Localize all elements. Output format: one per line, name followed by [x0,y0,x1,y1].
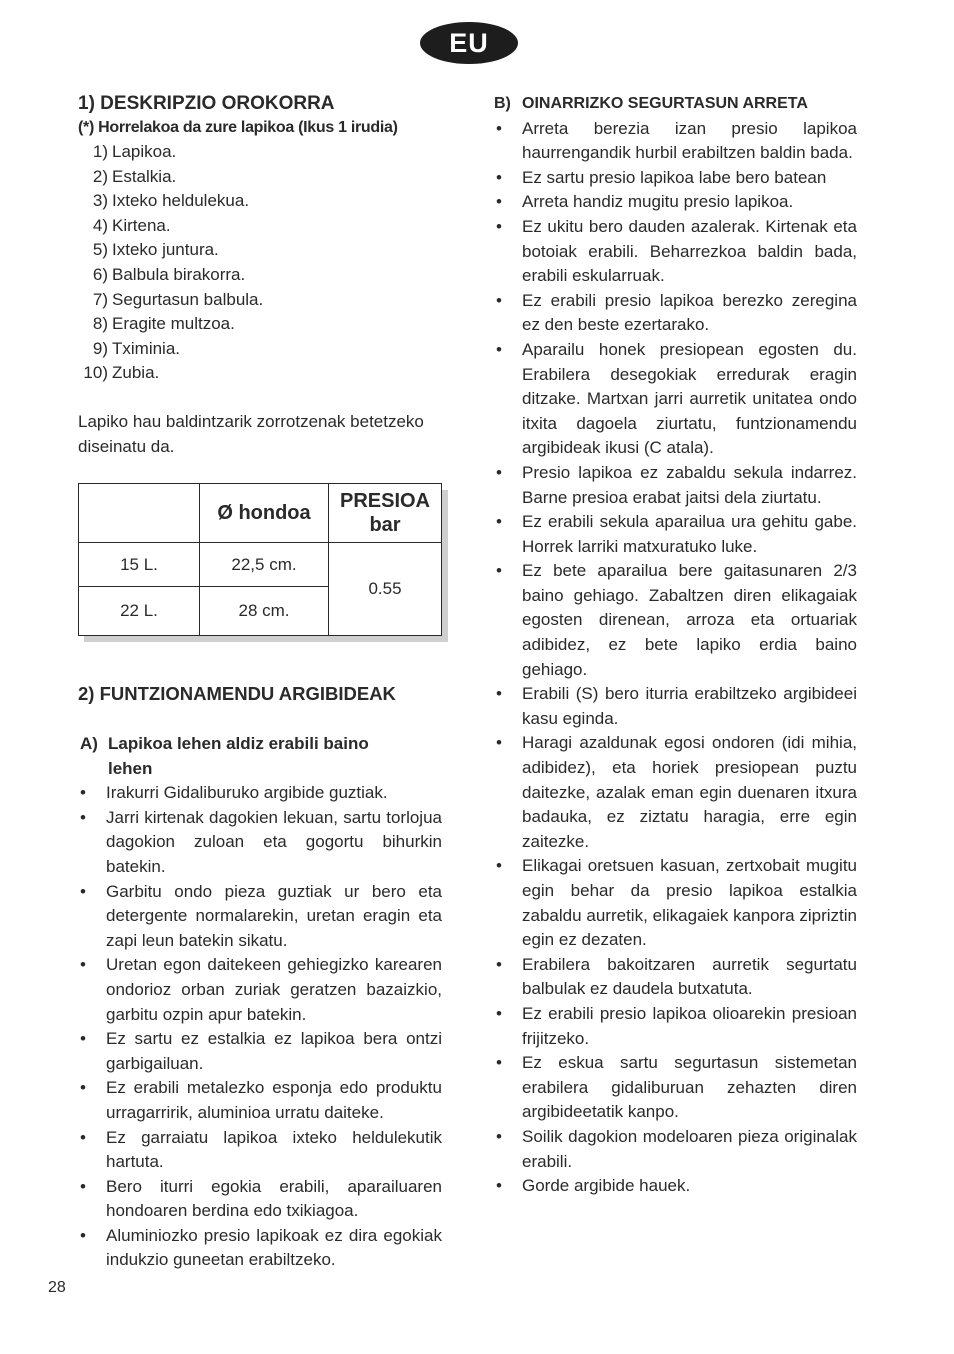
header-pressure-line1: PRESIOA [339,490,431,512]
table-empty-header [79,484,200,543]
part-item [78,238,442,263]
left-column [78,92,442,459]
list-item: • Soilik dagokion modeloaren pieza originalak erabili. [494,1125,857,1174]
list-item: • Erabilera bakoitzaren aurretik segurtatu balbulak ez daudela butxatuta. [494,953,857,1002]
list-item: • Uretan egon daitekeen gehiegizko karearen ondorioz orban zuriak geratzen bazaizkio, garbitu ozpin apur batekin. [78,953,442,1027]
subsection-a-label: A) [80,734,98,753]
section1-title: 1) DESKRIPZIO OROKORRA [78,93,335,114]
subsection-b-list [494,117,857,1199]
list-item: • Bero iturri egokia erabili, aparailuaren hondoaren berdina edo txikiagoa. [78,1175,442,1224]
part-text: Ixteko juntura. [112,240,219,260]
part-item [78,288,442,313]
list-item: • Ez eskua sartu segurtasun sistemetan erabilera gidaliburuan zehazten diren argibideetatik kanpo. [494,1051,857,1125]
part-text: Tximinia. [112,338,181,358]
part-number: 6) [92,264,108,284]
list-item: • Aluminiozko presio lapikoak ez dira egokiak indukzio guneetan erabiltzeko. [78,1224,442,1273]
left-column-lower [78,682,442,1273]
subsection-a-heading [80,732,442,781]
part-number: 1) [92,142,108,161]
pressure-cell: 0.55 [329,543,442,636]
list-item: • Jarri kirtenak dagokien lekuan, sartu torlojua dagokion zuloan eta gogortu bihurkin batekin. [78,806,442,880]
list-item: • Ez erabili metalezko esponja edo produktu urragarririk, aluminioa urratu daiteke. [78,1076,442,1125]
table-row [79,543,442,587]
part-item [78,361,442,386]
list-item: • Elikagai oretsuen kasuan, zertxobait mugitu egin behar da presio lapikoa estalkia zabaldu aurretik, elikagaiek kanpora zipriztin egin ez dezaten. [494,854,857,952]
list-item: • Irakurri Gidaliburuko argibide guztiak. [78,781,442,806]
part-item [78,140,442,165]
list-item: • Arreta berezia izan presio lapikoa haurrengandik hurbil erabiltzen baldin bada. [494,117,857,166]
subsection-b-heading [494,92,857,117]
part-number: 7) [92,289,108,309]
list-item: • Ez erabili presio lapikoa berezko zeregina ez den beste ezertarako. [494,289,857,338]
part-number: 5) [92,240,108,260]
part-text: Zubia. [112,363,160,383]
part-number: 2) [92,166,108,186]
part-number: 9) [92,338,108,358]
part-text: Eragite multzoa. [112,314,235,334]
header-pressure [329,484,442,543]
intro-paragraph: Lapiko hau baldintzarik zorrotzenak betetzeko diseinatu da. [78,411,424,456]
page-number: 28 [48,1279,66,1296]
parts-list [78,140,442,386]
part-text: Lapikoa. [112,142,177,161]
part-item [78,337,442,362]
list-item: • Erabili (S) bero iturria erabiltzeko argibideei kasu eginda. [494,682,857,731]
header-pressure-line2: bar [369,514,401,536]
list-item: • Gorde argibide hauek. [494,1174,857,1199]
capacity-cell: 22 L. [79,587,200,636]
list-item: • Ez garraiatu lapikoa ixteko heldulekutik hartuta. [78,1126,442,1175]
subsection-a-list [78,781,442,1273]
part-text: Kirtena. [112,215,171,235]
section2-title: 2) FUNTZIONAMENDU ARGIBIDEAK [78,683,396,704]
part-item [78,263,442,288]
part-item [78,165,442,190]
spec-table [78,483,442,636]
right-column [494,92,857,1199]
part-number: 8) [92,314,108,334]
list-item: • Aparailu honek presiopean egosten du. Erabilera desegokiak erredurak eragin ditzake. Martxan jarri aurretik unitatea ondo itxita dagoela ziurtatu, funtzionamendu argibideak ikusi (C atala). [494,338,857,461]
spec-table-wrap [78,483,449,645]
part-number: 4) [92,215,108,235]
list-item: • Haragi azaldunak egosi ondoren (idi mihia, adibidez), eta horiek presiopean puztu daitezke, azalak eman egin duenaren itxura badauka, ez ziztatu haragia, erre egin zaitezke. [494,731,857,854]
list-item: • Presio lapikoa ez zabaldu sekula indarrez. Barne presioa erabat jaitsi dela ziurtatu. [494,461,857,510]
diameter-cell: 28 cm. [200,587,329,636]
list-item: • Arreta handiz mugitu presio lapikoa. [494,190,857,215]
part-number: 10) [83,363,108,383]
part-item [78,214,442,239]
subsection-b-label: B) [494,95,511,112]
part-item [78,189,442,214]
part-item [78,312,442,337]
list-item: • Garbitu ondo pieza guztiak ur bero eta detergente normalarekin, uretan eragin eta zapi leun batekin sikatu. [78,880,442,954]
language-badge: EU [420,22,518,64]
diameter-cell: 22,5 cm. [200,543,329,587]
list-item: • Ez ukitu bero dauden azalerak. Kirtenak eta botoiak erabili. Beharrezkoa baldin bada, erabili eskularruak. [494,215,857,289]
subsection-a-title: Lapikoa lehen aldiz erabili baino lehen [108,734,369,778]
list-item: • Ez erabili presio lapikoa olioarekin presioan frijitzeko. [494,1002,857,1051]
part-text: Segurtasun balbula. [112,289,264,309]
part-number: 3) [92,191,108,211]
header-diameter: Ø hondoa [200,484,329,543]
part-text: Estalkia. [112,166,177,186]
part-text: Balbula birakorra. [112,264,246,284]
list-item: • Ez sartu presio lapikoa labe bero batean [494,166,857,191]
section1-subtitle: (*) Horrelakoa da zure lapikoa (Ikus 1 irudia) [78,119,398,136]
part-text: Ixteko heldulekua. [112,191,250,211]
subsection-b-title: OINARRIZKO SEGURTASUN ARRETA [522,95,808,112]
list-item: • Ez sartu ez estalkia ez lapikoa bera ontzi garbigailuan. [78,1027,442,1076]
capacity-cell: 15 L. [79,543,200,587]
list-item: • Ez bete aparailua bere gaitasunaren 2/3 baino gehiago. Zabaltzen diren elikagaiak egosten direnean, arroza eta ortuariak adibidez, ez bete lapiko erdia baino gehiago. [494,559,857,682]
list-item: • Ez erabili sekula aparailua ura gehitu gabe. Horrek larriki matxuratuko luke. [494,510,857,559]
